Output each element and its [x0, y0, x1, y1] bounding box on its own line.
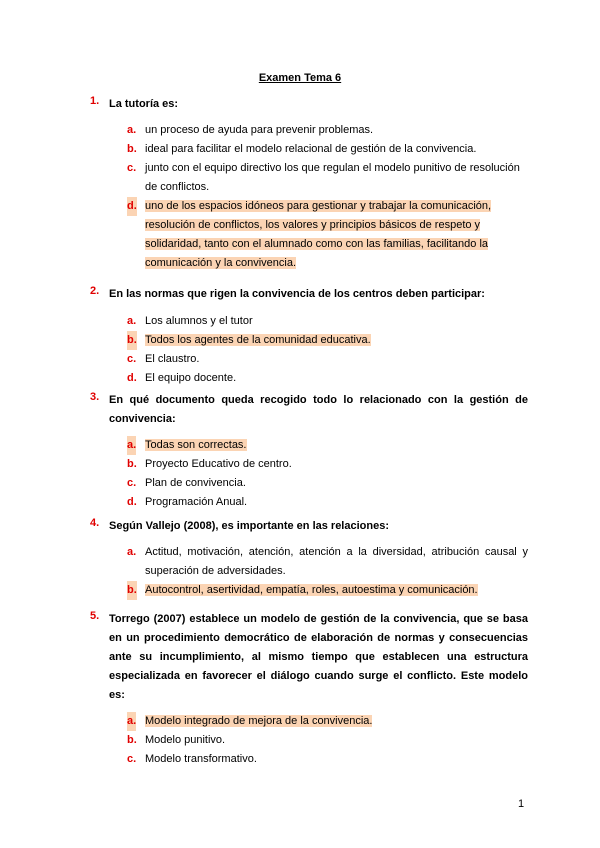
option-list	[90, 436, 528, 512]
option-3b	[90, 455, 528, 474]
question-5	[90, 610, 528, 769]
option-5a-correct	[90, 712, 528, 731]
option-letter: b.	[127, 331, 137, 350]
option-letter: a.	[127, 436, 136, 455]
question-number: 1.	[90, 95, 100, 107]
option-text: un proceso de ayuda para prevenir problemas.	[145, 124, 374, 136]
option-text: Todas son correctas.	[145, 439, 247, 451]
option-list	[90, 312, 528, 388]
option-4b-correct	[90, 581, 528, 600]
option-text: Todos los agentes de la comunidad educativa.	[145, 334, 371, 346]
option-letter: c.	[127, 162, 137, 174]
page-title: Examen Tema 6	[258, 72, 342, 84]
question-text: La tutoría es:	[109, 98, 179, 110]
question-3	[90, 391, 528, 512]
option-1a	[90, 121, 528, 140]
option-text: Autocontrol, asertividad, empatía, roles, autoestima y comunicación.	[145, 584, 478, 596]
question-number: 5.	[90, 610, 100, 622]
option-letter: a.	[127, 315, 137, 327]
question-number: 3.	[90, 391, 100, 403]
option-letter: b.	[127, 581, 137, 600]
option-4a	[90, 543, 528, 581]
option-3d	[90, 493, 528, 512]
option-letter: b.	[127, 734, 137, 746]
option-letter: d.	[127, 372, 137, 384]
option-text: Plan de convivencia.	[145, 477, 246, 489]
option-text: El equipo docente.	[145, 372, 237, 384]
option-list	[90, 121, 528, 273]
option-text: ideal para facilitar el modelo relacional de gestión de la convivencia.	[145, 143, 477, 155]
option-list	[90, 543, 528, 600]
option-letter: b.	[127, 143, 137, 155]
option-3a-correct	[90, 436, 528, 455]
option-1b	[90, 140, 528, 159]
page-number: 1	[518, 798, 525, 810]
option-letter: a.	[127, 124, 137, 136]
option-5c	[90, 750, 528, 769]
option-text: Actitud, motivación, atención, atención a la diversidad, atribución causal y superación de adversidades.	[145, 546, 528, 577]
option-letter: d.	[127, 496, 137, 508]
option-letter: b.	[127, 458, 137, 470]
question-number: 2.	[90, 285, 100, 297]
question-number: 4.	[90, 517, 100, 529]
option-2d	[90, 369, 528, 388]
option-letter: a.	[127, 546, 137, 558]
option-text: Programación Anual.	[145, 496, 248, 508]
option-text: uno de los espacios idóneos para gestionar y trabajar la comunicación, resolución de conflictos, los valores y principios básicos de respeto y solidaridad, tanto con el alumnado como con las familias, facilitando la comunicación y la convivencia.	[145, 200, 492, 269]
option-3c	[90, 474, 528, 493]
option-text: junto con el equipo directivo los que regulan el modelo punitivo de resolución de conflictos.	[145, 162, 520, 193]
question-text: Según Vallejo (2008), es importante en las relaciones:	[109, 520, 389, 532]
question-text: En las normas que rigen la convivencia de los centros deben participar:	[109, 288, 485, 300]
option-2a	[90, 312, 528, 331]
option-letter: c.	[127, 753, 137, 765]
option-text: Proyecto Educativo de centro.	[145, 458, 292, 470]
question-text: Torrego (2007) establece un modelo de gestión de la convivencia, que se basa en un procedimiento democrático de elaboración de normas y consecuencias ante su incumplimiento, al mismo tiempo que establecen una estructura especializada en favorecer el diálogo cuando surge el conflicto. Este modelo es:	[109, 613, 528, 701]
option-letter: c.	[127, 353, 137, 365]
option-text: Los alumnos y el tutor	[145, 315, 253, 327]
option-letter: d.	[127, 197, 137, 216]
question-4	[90, 517, 528, 600]
option-letter: c.	[127, 477, 137, 489]
option-text: El claustro.	[145, 353, 200, 365]
question-text: En qué documento queda recogido todo lo relacionado con la gestión de convivencia:	[109, 394, 528, 425]
option-2b-correct	[90, 331, 528, 350]
option-letter: a.	[127, 712, 136, 731]
option-list	[90, 712, 528, 769]
option-text: Modelo transformativo.	[145, 753, 257, 765]
option-1d-correct	[90, 197, 528, 273]
question-2	[90, 285, 528, 388]
option-5b	[90, 731, 528, 750]
option-1c	[90, 159, 528, 197]
question-1	[90, 95, 528, 273]
option-text: Modelo punitivo.	[145, 734, 226, 746]
option-2c	[90, 350, 528, 369]
option-text: Modelo integrado de mejora de la convivencia.	[145, 715, 373, 727]
